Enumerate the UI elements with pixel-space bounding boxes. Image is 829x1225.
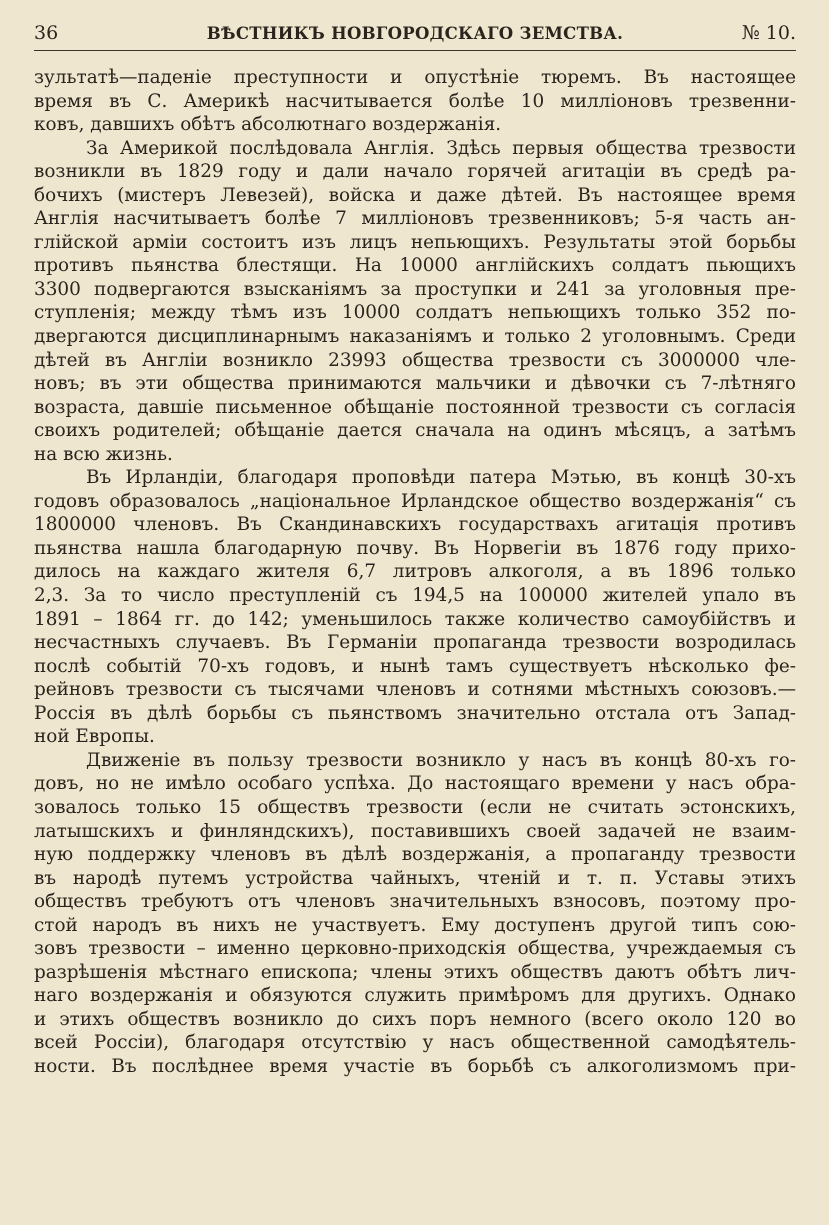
text-line: возраста, давшіе письменное обѣщаніе постоянной трезвости съ согласія (34, 396, 796, 418)
text-line: обществъ требуютъ отъ членовъ значительныхъ взносовъ, поэтому про- (34, 891, 796, 913)
text-line: 1891 – 1864 гг. до 142; уменьшилось также количество самоубійствъ и (34, 608, 796, 630)
text-line: ности. Въ послѣднее время участіе въ борьбѣ съ алкоголизмомъ при- (34, 1055, 796, 1077)
text-line: 1800000 членовъ. Въ Скандинавскихъ государствахъ агитація противъ (34, 514, 796, 536)
header-rule (34, 50, 796, 51)
text-line: латышскихъ и финляндскихъ), поставившихъ своей задачей не взаим- (34, 820, 796, 842)
text-line: несчастныхъ случаевъ. Въ Германіи пропаганда трезвости возродилась (34, 632, 796, 654)
text-line: зультатѣ—паденіе преступности и опустѣніе тюремъ. Въ настоящее (34, 67, 796, 88)
text-line: 2,3. За то число преступленій съ 194,5 на 100000 жителей упало въ (34, 585, 796, 607)
text-line: пьянства нашла благодарную почву. Въ Норвегіи въ 1876 году прихо- (34, 537, 796, 559)
text-line: глійской арміи состоитъ изъ лицъ непьющихъ. Результаты этой борьбы (34, 231, 796, 253)
text-line: ступленія; между тѣмъ изъ 10000 солдатъ непьющихъ только 352 по- (34, 302, 796, 324)
text-line: ную поддержку членовъ въ дѣлѣ воздержанія, а пропаганду трезвости (34, 844, 796, 866)
text-line: въ народѣ путемъ устройства чайныхъ, чтеній и т. п. Уставы этихъ (34, 867, 796, 889)
text-line: зовъ трезвости – именно церковно-приходскія общества, учреждаемыя съ (34, 938, 796, 960)
paragraph (34, 137, 796, 467)
text-line: 3300 подвергаются взысканіямъ за проступки и 241 за уголовныя пре- (34, 278, 796, 300)
text-line: противъ пьянства блестящи. На 10000 англійскихъ солдатъ пьющихъ (34, 255, 796, 277)
text-line: всей Россіи), благодаря отсутствію у насъ общественной самодѣятель- (34, 1032, 796, 1054)
text-line: своихъ родителей; обѣщаніе дается сначала на одинъ мѣсяцъ, а затѣмъ (34, 420, 796, 442)
text-line: Россія въ дѣлѣ борьбы съ пьянствомъ значительно отстала отъ Запад- (34, 702, 796, 724)
running-header (34, 18, 796, 48)
text-line: довъ, но не имѣло особаго успѣха. До настоящаго времени у насъ обра- (34, 773, 796, 795)
text-line: рейновъ трезвости съ тысячами членовъ и сотнями мѣстныхъ союзовъ.— (34, 679, 796, 701)
text-line: стой народъ въ нихъ не участвуетъ. Ему доступенъ другой типъ сою- (34, 914, 796, 936)
paragraph (34, 749, 796, 1079)
text-line: ной Европы. (34, 726, 155, 748)
text-line: наго воздержанія и обязуются служить примѣромъ для другихъ. Однако (34, 985, 796, 1007)
paragraph (34, 466, 796, 749)
text-line: Англія насчитываетъ болѣе 7 милліоновъ трезвенниковъ; 5-я часть ан- (34, 208, 796, 230)
text-line: время въ С. Америкѣ насчитывается болѣе 10 милліоновъ трезвенни- (34, 90, 796, 112)
text-line: Въ Ирландіи, благодаря проповѣди патера Мэтью, въ концѣ 30-хъ (86, 467, 796, 489)
text-line: дѣтей въ Англіи возникло 23993 общества трезвости съ 3000000 чле- (34, 349, 796, 371)
text-line: разрѣшенія мѣстнаго епископа; члены этихъ обществъ даютъ обѣтъ лич- (34, 961, 796, 983)
text-line: дилось на каждаго жителя 6,7 литровъ алкоголя, а въ 1896 только (34, 561, 796, 583)
text-line: зовалось только 15 обществъ трезвости (если не считать эстонскихъ, (34, 796, 796, 818)
text-line: новъ; въ эти общества принимаются мальчики и дѣвочки съ 7-лѣтняго (34, 373, 796, 395)
text-line: и этихъ обществъ возникло до сихъ поръ немного (всего около 120 во (34, 1008, 796, 1030)
article-body (34, 66, 796, 1079)
journal-title: ВѢСТНИКЪ НОВГОРОДСКАГО ЗЕМСТВА. (206, 24, 624, 43)
page-number: 36 (34, 22, 59, 44)
text-line: послѣ событій 70-хъ годовъ, и нынѣ тамъ существуетъ нѣсколько фе- (34, 655, 796, 677)
text-line: За Америкой послѣдовала Англія. Здѣсь первыя общества трезвости (86, 137, 796, 159)
text-line: двергаются дисциплинарнымъ наказаніямъ и только 2 уголовнымъ. Среди (34, 326, 796, 348)
text-line: ковъ, давшихъ обѣтъ абсолютнаго воздержанія. (34, 114, 502, 136)
text-line: возникли въ 1829 году и дали начало горячей агитаціи въ средѣ ра- (34, 161, 796, 183)
issue-number: № 10. (741, 22, 796, 44)
text-line: Движеніе въ пользу трезвости возникло у насъ въ концѣ 80-хъ го- (86, 749, 796, 771)
paragraph (34, 66, 796, 137)
text-line: годовъ образовалось „національное Ирландское общество воздержанія“ съ (34, 490, 796, 512)
text-line: на всю жизнь. (34, 443, 173, 465)
text-line: бочихъ (мистеръ Левезей), войска и даже дѣтей. Въ настоящее время (34, 184, 796, 206)
